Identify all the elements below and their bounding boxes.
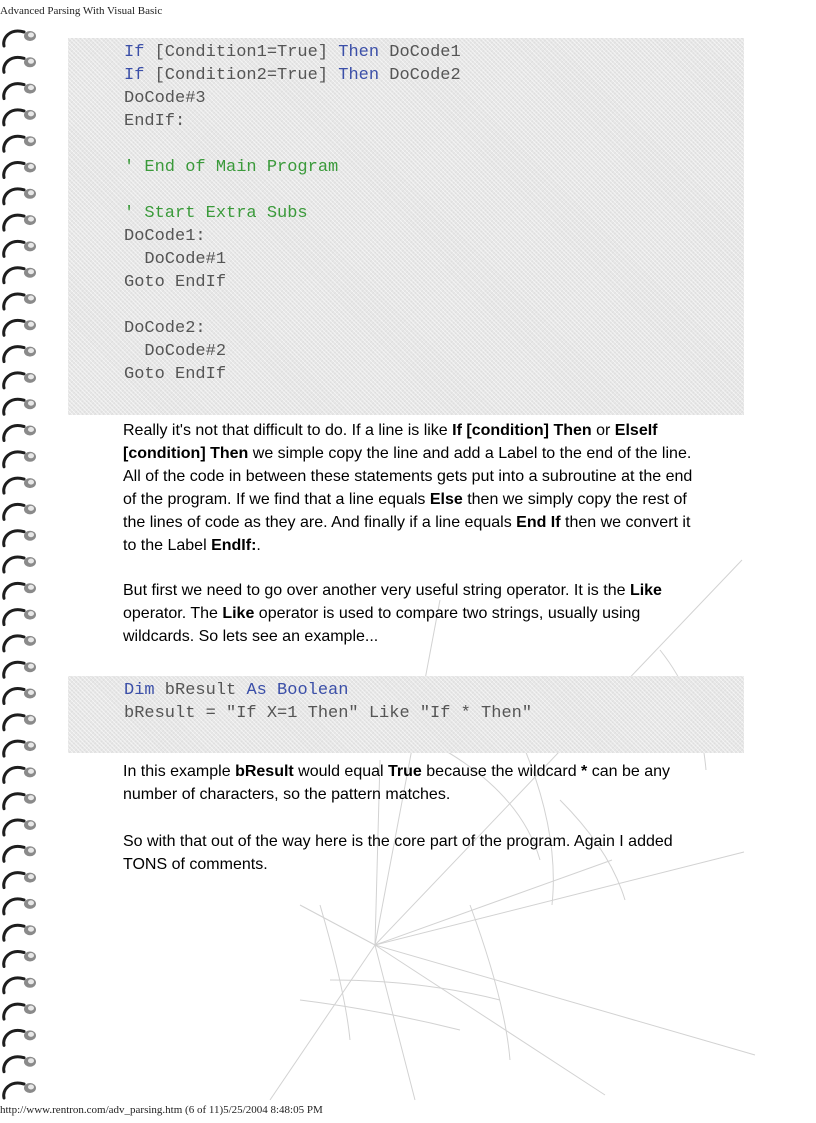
code-block-if-conversion: [68, 38, 744, 415]
spiral-ring-icon: [4, 820, 36, 835]
code-comment: ' Start Extra Subs: [124, 204, 308, 223]
code-line: [124, 43, 461, 62]
spiral-ring-icon: [4, 84, 36, 99]
spiral-ring-icon: [4, 636, 36, 651]
bold-term: End If: [516, 514, 561, 531]
code-line: DoCode#1: [124, 250, 227, 269]
code-line: EndIf:: [124, 112, 186, 131]
text-run: operator. The: [123, 605, 223, 622]
bold-term: Else: [429, 491, 463, 508]
spiral-ring-icon: [4, 189, 36, 204]
spiral-ring-icon: [4, 347, 36, 362]
code-line: bResult = "If X=1 Then" Like "If * Then": [124, 704, 533, 723]
spiral-ring-icon: [4, 846, 36, 861]
paragraph-wildcard-explanation: [123, 760, 703, 806]
spiral-ring-icon: [4, 136, 36, 151]
spiral-ring-icon: [4, 320, 36, 335]
spiral-ring-icon: [4, 662, 36, 677]
code-keyword: As Boolean: [246, 681, 349, 700]
code-text: bResult: [154, 681, 247, 700]
text-run: In this example: [123, 763, 236, 780]
spiral-ring-icon: [4, 163, 36, 178]
code-keyword: Then: [338, 43, 380, 62]
text-run: .: [256, 537, 261, 554]
text-run: then we simply copy the rest of the lines of code as they are. And finally if a line equals: [123, 491, 687, 531]
spiral-ring-icon: [4, 1004, 36, 1019]
page-footer-url: http://www.rentron.com/adv_parsing.htm (6 of 11)5/25/2004 8:48:05 PM: [0, 1104, 323, 1116]
spiral-ring-icon: [4, 531, 36, 546]
spiral-ring-icon: [4, 794, 36, 809]
code-text: [Condition1=True]: [144, 43, 339, 62]
bold-term: Like: [629, 582, 662, 599]
text-run: Really it's not that difficult to do. If a line is like: [123, 422, 453, 439]
spiral-ring-icon: [4, 1057, 36, 1072]
code-line: [124, 681, 348, 700]
bold-term: True: [388, 763, 422, 780]
spiral-ring-icon: [4, 294, 36, 309]
text-run: then we convert it to the Label: [123, 514, 691, 554]
spiral-ring-icon: [4, 952, 36, 967]
code-keyword: If: [124, 66, 145, 85]
bold-term: EndIf:: [211, 537, 257, 554]
spiral-ring-icon: [4, 268, 36, 283]
spiral-ring-icon: [4, 767, 36, 782]
bold-term: ElseIf [condition] Then: [123, 422, 658, 462]
paragraph-conversion-explanation: [123, 419, 703, 557]
code-block-like-example: [68, 676, 744, 753]
code-comment: ' End of Main Program: [124, 158, 339, 177]
spiral-ring-icon: [4, 583, 36, 598]
spiral-binding-decoration: [0, 22, 46, 1100]
paragraph-core-program-intro: So with that out of the way here is the core part of the program. Again I added TONS of comments.: [123, 833, 673, 873]
spiral-ring-icon: [4, 31, 36, 46]
spiral-ring-icon: [4, 504, 36, 519]
spiral-ring-icon: [4, 215, 36, 230]
text-run: would equal: [293, 763, 389, 780]
spiral-ring-icon: [4, 873, 36, 888]
text-run: because the wildcard: [421, 763, 582, 780]
text-run: But first we need to go over another very useful string operator. It is the: [123, 582, 630, 599]
code-text: DoCode1: [379, 43, 461, 62]
code-line: DoCode#3: [124, 89, 206, 108]
bold-term: *: [581, 763, 588, 780]
bold-term: bResult: [235, 763, 294, 780]
spiral-ring-icon: [4, 610, 36, 625]
spiral-ring-icon: [4, 426, 36, 441]
spiral-ring-icon: [4, 452, 36, 467]
spiral-ring-icon: [4, 399, 36, 414]
text-run: or: [591, 422, 615, 439]
bold-term: If [condition] Then: [452, 422, 592, 439]
code-line: Goto EndIf: [124, 273, 227, 292]
spiral-ring-icon: [4, 689, 36, 704]
text-run: operator is used to compare two strings, usually using wildcards. So lets see an example...: [123, 605, 641, 645]
spiral-ring-icon: [4, 978, 36, 993]
code-line: DoCode2:: [124, 319, 206, 338]
spiral-ring-icon: [4, 373, 36, 388]
spiral-ring-icon: [4, 741, 36, 756]
code-line: DoCode1:: [124, 227, 206, 246]
code-keyword: Then: [338, 66, 380, 85]
code-line: [124, 66, 461, 85]
spiral-ring-icon: [4, 57, 36, 72]
text-run: can be any number of characters, so the pattern matches.: [123, 763, 670, 803]
code-keyword: Dim: [124, 681, 155, 700]
code-text: DoCode2: [379, 66, 461, 85]
page-header-title: Advanced Parsing With Visual Basic: [0, 5, 163, 17]
code-keyword: If: [124, 43, 145, 62]
spiral-ring-icon: [4, 715, 36, 730]
bold-term: Like: [222, 605, 255, 622]
spiral-ring-icon: [4, 899, 36, 914]
spiral-ring-icon: [4, 1083, 36, 1098]
spiral-ring-icon: [4, 1030, 36, 1045]
text-run: we simple copy the line and add a Label to the end of the line. All of the code in between these statements gets put into a subroutine at the end of the program. If we find that a line equals: [123, 445, 693, 508]
spiral-ring-icon: [4, 557, 36, 572]
code-line: Goto EndIf: [124, 365, 227, 384]
spiral-ring-icon: [4, 241, 36, 256]
paragraph-like-operator: [123, 579, 703, 648]
spiral-ring-icon: [4, 478, 36, 493]
spiral-ring-icon: [4, 110, 36, 125]
spiral-ring-icon: [4, 925, 36, 940]
code-text: [Condition2=True]: [144, 66, 339, 85]
code-line: DoCode#2: [124, 342, 227, 361]
